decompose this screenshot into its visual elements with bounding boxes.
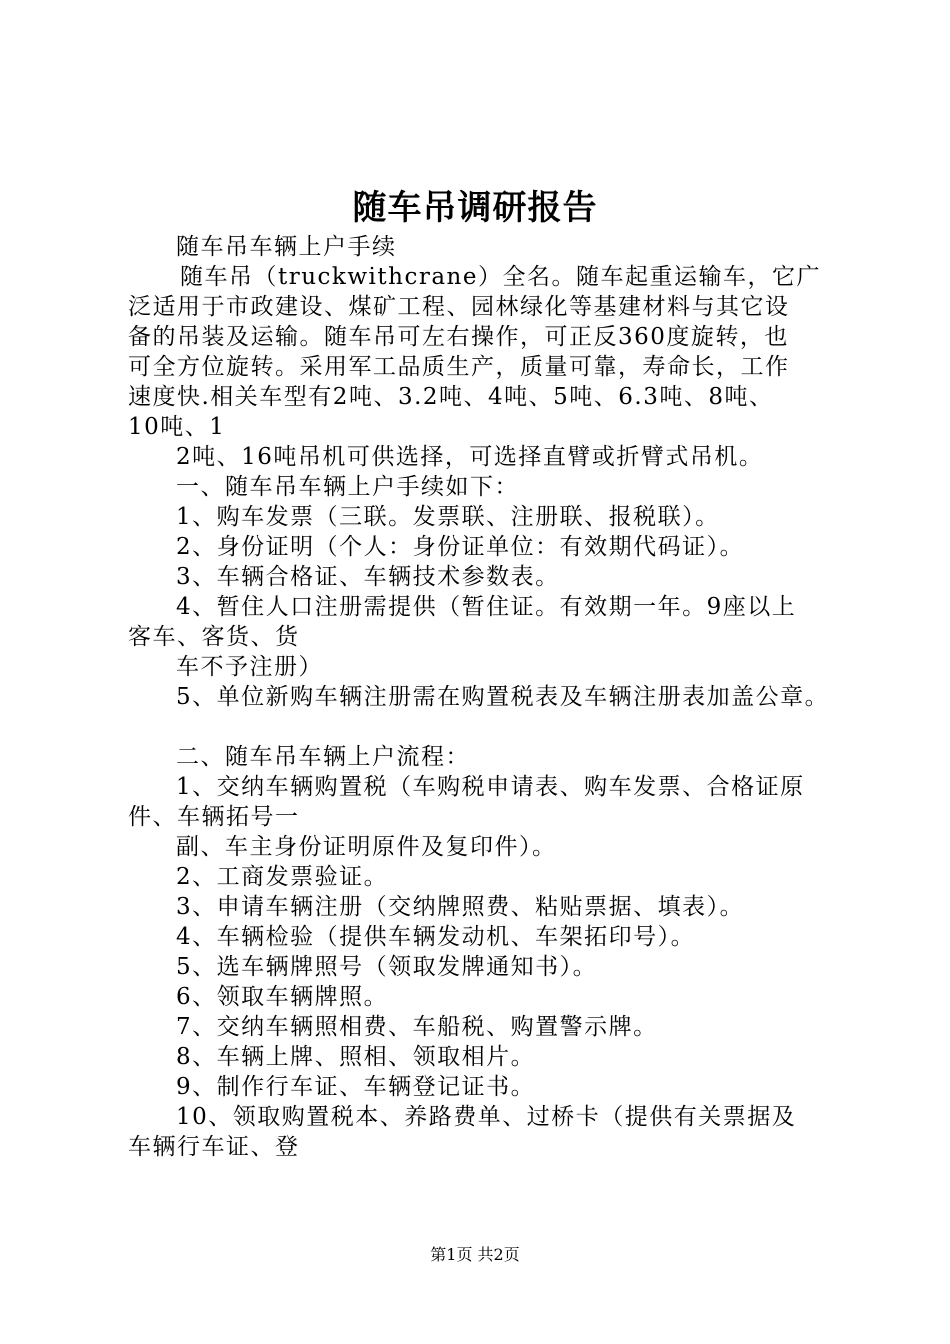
- section-heading: 二、随车吊车辆上户流程：: [176, 744, 470, 770]
- list-item: 3、车辆合格证、车辆技术参数表。: [176, 564, 560, 590]
- paragraph-line: 10吨、1: [128, 414, 226, 440]
- list-item-continuation: 车辆行车证、登: [128, 1134, 300, 1160]
- list-item: 2、工商发票验证。: [176, 864, 389, 890]
- list-item: 5、选车辆牌照号（领取发牌通知书）。: [176, 954, 598, 980]
- list-item-continuation: 车不予注册）: [176, 654, 323, 680]
- page-footer: 第1页 共2页: [430, 1245, 520, 1264]
- list-item: 1、交纳车辆购置税（车购税申请表、购车发票、合格证原: [176, 774, 805, 800]
- document-title: 随车吊调研报告: [352, 188, 598, 228]
- list-item-continuation: 副、车主身份证明原件及复印件）。: [176, 834, 557, 860]
- list-item: 5、单位新购车辆注册需在购置税表及车辆注册表加盖公章。: [176, 684, 830, 710]
- list-item-continuation: 客车、客货、货: [128, 624, 300, 650]
- list-item: 4、车辆检验（提供车辆发动机、车架拓印号）。: [176, 924, 696, 950]
- paragraph-line: 备的吊装及运输。随车吊可左右操作，可正反360度旋转，也: [128, 324, 789, 350]
- paragraph-line: 随车吊车辆上户手续: [176, 234, 397, 260]
- paragraph-line: 速度快.相关车型有2吨、3.2吨、4吨、5吨、6.3吨、8吨、: [128, 384, 774, 410]
- paragraph-line: 2吨、16吨吊机可供选择，可选择直臂或折臂式吊机。: [176, 444, 764, 470]
- list-item: 9、制作行车证、车辆登记证书。: [176, 1074, 536, 1100]
- document-body: [128, 232, 848, 1162]
- list-item: 4、暂住人口注册需提供（暂住证。有效期一年。9座以上: [176, 594, 797, 620]
- list-item: 10、领取购置税本、养路费单、过桥卡（提供有关票据及: [176, 1104, 797, 1130]
- paragraph-line: 可全方位旋转。采用军工品质生产，质量可靠，寿命长，工作: [128, 354, 790, 380]
- list-item: 3、申请车辆注册（交纳牌照费、粘贴票据、填表）。: [176, 894, 745, 920]
- list-item-continuation: 件、车辆拓号一: [128, 804, 300, 830]
- section-heading: 一、随车吊车辆上户手续如下：: [176, 474, 519, 500]
- blank-line: [128, 712, 848, 742]
- list-item: 8、车辆上牌、照相、领取相片。: [176, 1044, 536, 1070]
- list-item: 7、交纳车辆照相费、车船税、购置警示牌。: [176, 1014, 658, 1040]
- list-item: 6、领取车辆牌照。: [176, 984, 389, 1010]
- paragraph-line: 泛适用于市政建设、煤矿工程、园林绿化等基建材料与其它设: [128, 294, 790, 320]
- list-item: 1、购车发票（三联。发票联、注册联、报税联）。: [176, 504, 720, 530]
- list-item: 2、身份证明（个人：身份证单位：有效期代码证）。: [176, 534, 745, 560]
- paragraph-line: 随车吊（truckwithcrane）全名。随车起重运输车，它广: [180, 264, 821, 290]
